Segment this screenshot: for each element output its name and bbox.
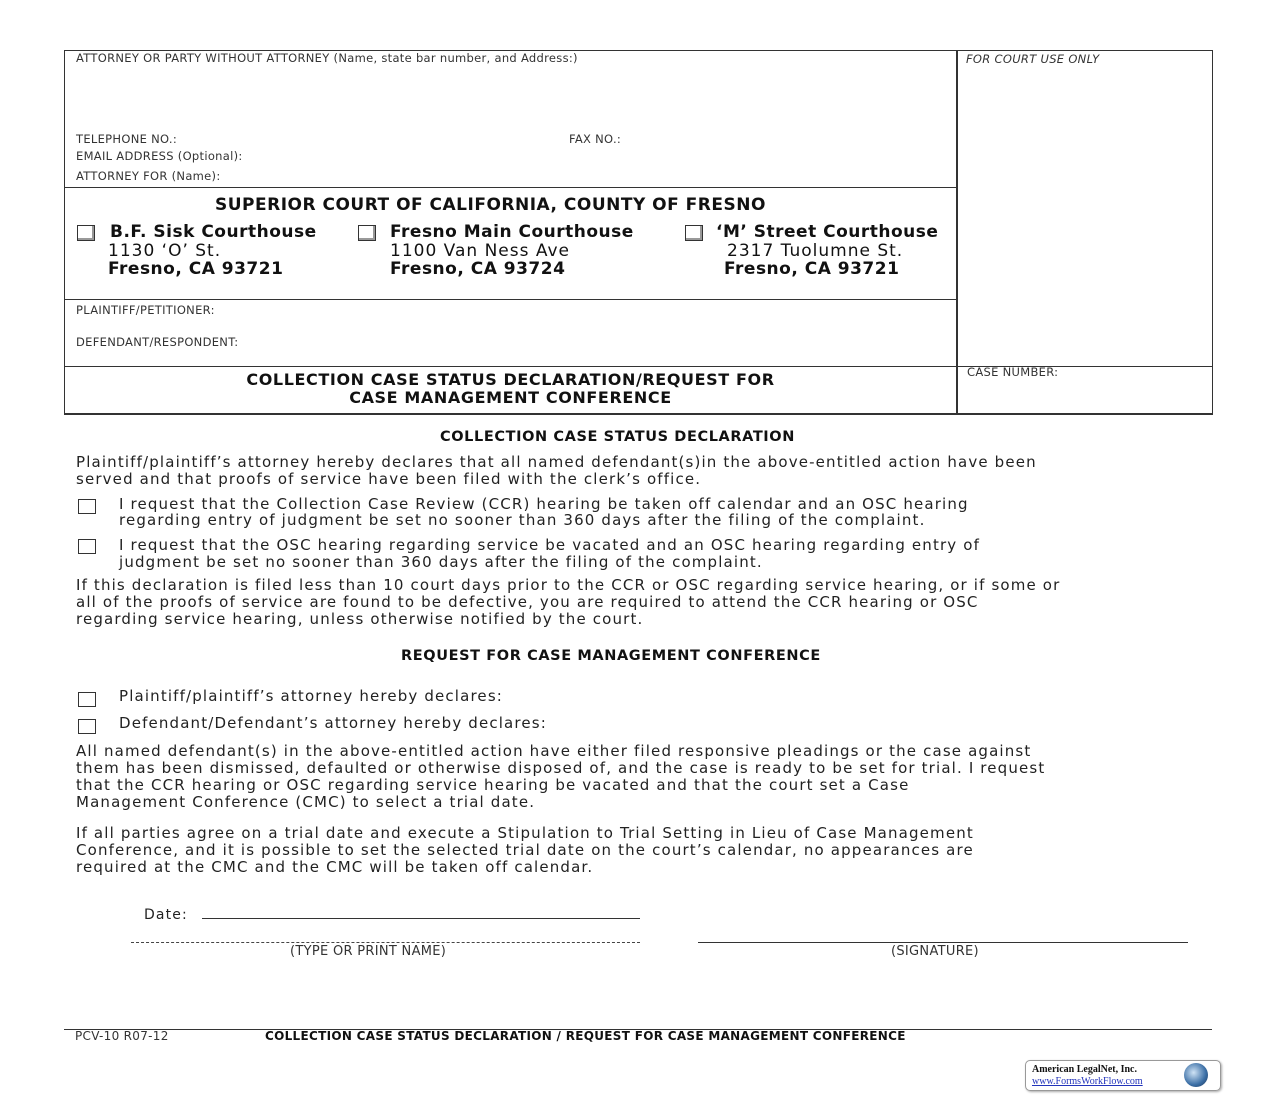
ccr-off-calendar-checkbox[interactable] (78, 499, 96, 514)
text-line: Plaintiff/plaintiff’s attorney hereby declares that all named defendant(s)in the above-entitled action have been (76, 453, 1037, 471)
date-label: Date: (144, 907, 188, 923)
courthouse-city: Fresno, CA 93721 (724, 259, 900, 279)
divider (64, 187, 957, 188)
logo-company: American LegalNet, Inc. (1032, 1064, 1137, 1075)
text-line: All named defendant(s) in the above-entitled action have either filed responsive pleadings or the case against (76, 742, 1032, 760)
text-line: served and that proofs of service have been filed with the clerk’s office. (76, 470, 702, 488)
defendant-declares-checkbox[interactable] (78, 719, 96, 734)
courthouse-street: 1100 Van Ness Ave (390, 241, 571, 261)
text-line: If all parties agree on a trial date and execute a Stipulation to Trial Setting in Lieu of Case Management (76, 824, 974, 842)
email-label: EMAIL ADDRESS (Optional): (76, 149, 243, 163)
section-heading-status: COLLECTION CASE STATUS DECLARATION (440, 429, 795, 445)
box-border-bottom (64, 413, 1213, 415)
fax-label: FAX NO.: (569, 132, 622, 146)
cmc-paragraph-1 (76, 743, 1045, 811)
courthouse-city: Fresno, CA 93721 (108, 259, 284, 279)
defendant-declares-label: Defendant/Defendant’s attorney hereby declares: (119, 714, 547, 732)
text-line: judgment be set no sooner than 360 days after the filing of the complaint. (119, 553, 763, 571)
text-line: Management Conference (CMC) to select a trial date. (76, 793, 536, 811)
attorney-for-label: ATTORNEY FOR (Name): (76, 169, 221, 183)
courthouse-checkbox-sisk[interactable] (77, 225, 95, 241)
section-heading-cmc: REQUEST FOR CASE MANAGEMENT CONFERENCE (401, 648, 821, 664)
courthouse-street: 1130 ‘O’ St. (108, 241, 222, 261)
courthouse-checkbox-main[interactable] (358, 225, 376, 241)
american-legalnet-logo[interactable] (1025, 1060, 1221, 1091)
court-title: SUPERIOR COURT OF CALIFORNIA, COUNTY OF FRESNO (215, 195, 766, 215)
plaintiff-declares-label: Plaintiff/plaintiff’s attorney hereby declares: (119, 687, 503, 705)
option-osc-vacate (119, 537, 980, 571)
box-border-left (64, 50, 65, 414)
text-line: regarding service hearing, unless otherwise notified by the court. (76, 610, 644, 628)
plaintiff-label: PLAINTIFF/PETITIONER: (76, 303, 215, 317)
date-field[interactable] (202, 918, 640, 919)
text-line: If this declaration is filed less than 10 court days prior to the CCR or OSC regarding service hearing, or if some or (76, 576, 1061, 594)
print-name-field[interactable] (131, 942, 640, 943)
defendant-label: DEFENDANT/RESPONDENT: (76, 335, 239, 349)
courthouse-name: ‘M’ Street Courthouse (716, 222, 939, 242)
option-ccr-off-calendar (119, 496, 969, 528)
text-line: required at the CMC and the CMC will be taken off calendar. (76, 858, 594, 876)
court-use-divider (956, 50, 958, 414)
text-line: regarding entry of judgment be set no sooner than 360 days after the filing of the complaint. (119, 511, 926, 529)
intro-text (76, 454, 1037, 488)
divider (64, 299, 957, 300)
logo-url[interactable]: www.FormsWorkFlow.com (1032, 1076, 1143, 1087)
notice-text (76, 577, 1060, 628)
globe-icon (1184, 1063, 1208, 1087)
courthouse-name: Fresno Main Courthouse (390, 222, 634, 242)
text-line: them has been dismissed, defaulted or otherwise disposed of, and the case is ready to be set for trial. I request (76, 759, 1046, 777)
text-line: I request that the OSC hearing regarding service be vacated and an OSC hearing regarding entry of (119, 536, 981, 554)
plaintiff-declares-checkbox[interactable] (78, 692, 96, 707)
court-use-label: FOR COURT USE ONLY (966, 52, 1100, 66)
telephone-label: TELEPHONE NO.: (76, 132, 178, 146)
footer-form-title: COLLECTION CASE STATUS DECLARATION / REQUEST FOR CASE MANAGEMENT CONFERENCE (265, 1029, 906, 1043)
form-title-line-2: CASE MANAGEMENT CONFERENCE (349, 388, 672, 407)
courthouse-city: Fresno, CA 93724 (390, 259, 566, 279)
text-line: I request that the Collection Case Review (CCR) hearing be taken off calendar and an OSC hearing (119, 495, 969, 513)
osc-vacate-checkbox[interactable] (78, 539, 96, 554)
signature-label: (SIGNATURE) (891, 944, 979, 959)
courthouse-checkbox-m-street[interactable] (685, 225, 703, 241)
form-code: PCV-10 R07-12 (75, 1029, 169, 1043)
courthouse-name: B.F. Sisk Courthouse (110, 222, 317, 242)
signature-field[interactable] (698, 942, 1188, 943)
print-name-label: (TYPE OR PRINT NAME) (290, 944, 447, 959)
box-border-right (1212, 50, 1213, 414)
case-number-label: CASE NUMBER: (967, 365, 1059, 379)
text-line: that the CCR hearing or OSC regarding service hearing be vacated and that the court set a Case (76, 776, 910, 794)
cmc-paragraph-2 (76, 825, 974, 876)
text-line: Conference, and it is possible to set the selected trial date on the court’s calendar, no appearances are (76, 841, 974, 859)
form-title-line-1: COLLECTION CASE STATUS DECLARATION/REQUEST FOR (246, 370, 775, 389)
text-line: all of the proofs of service are found to be defective, you are required to attend the CCR hearing or OSC (76, 593, 979, 611)
attorney-label: ATTORNEY OR PARTY WITHOUT ATTORNEY (Name, state bar number, and Address:) (76, 51, 578, 65)
courthouse-street: 2317 Tuolumne St. (727, 241, 904, 261)
